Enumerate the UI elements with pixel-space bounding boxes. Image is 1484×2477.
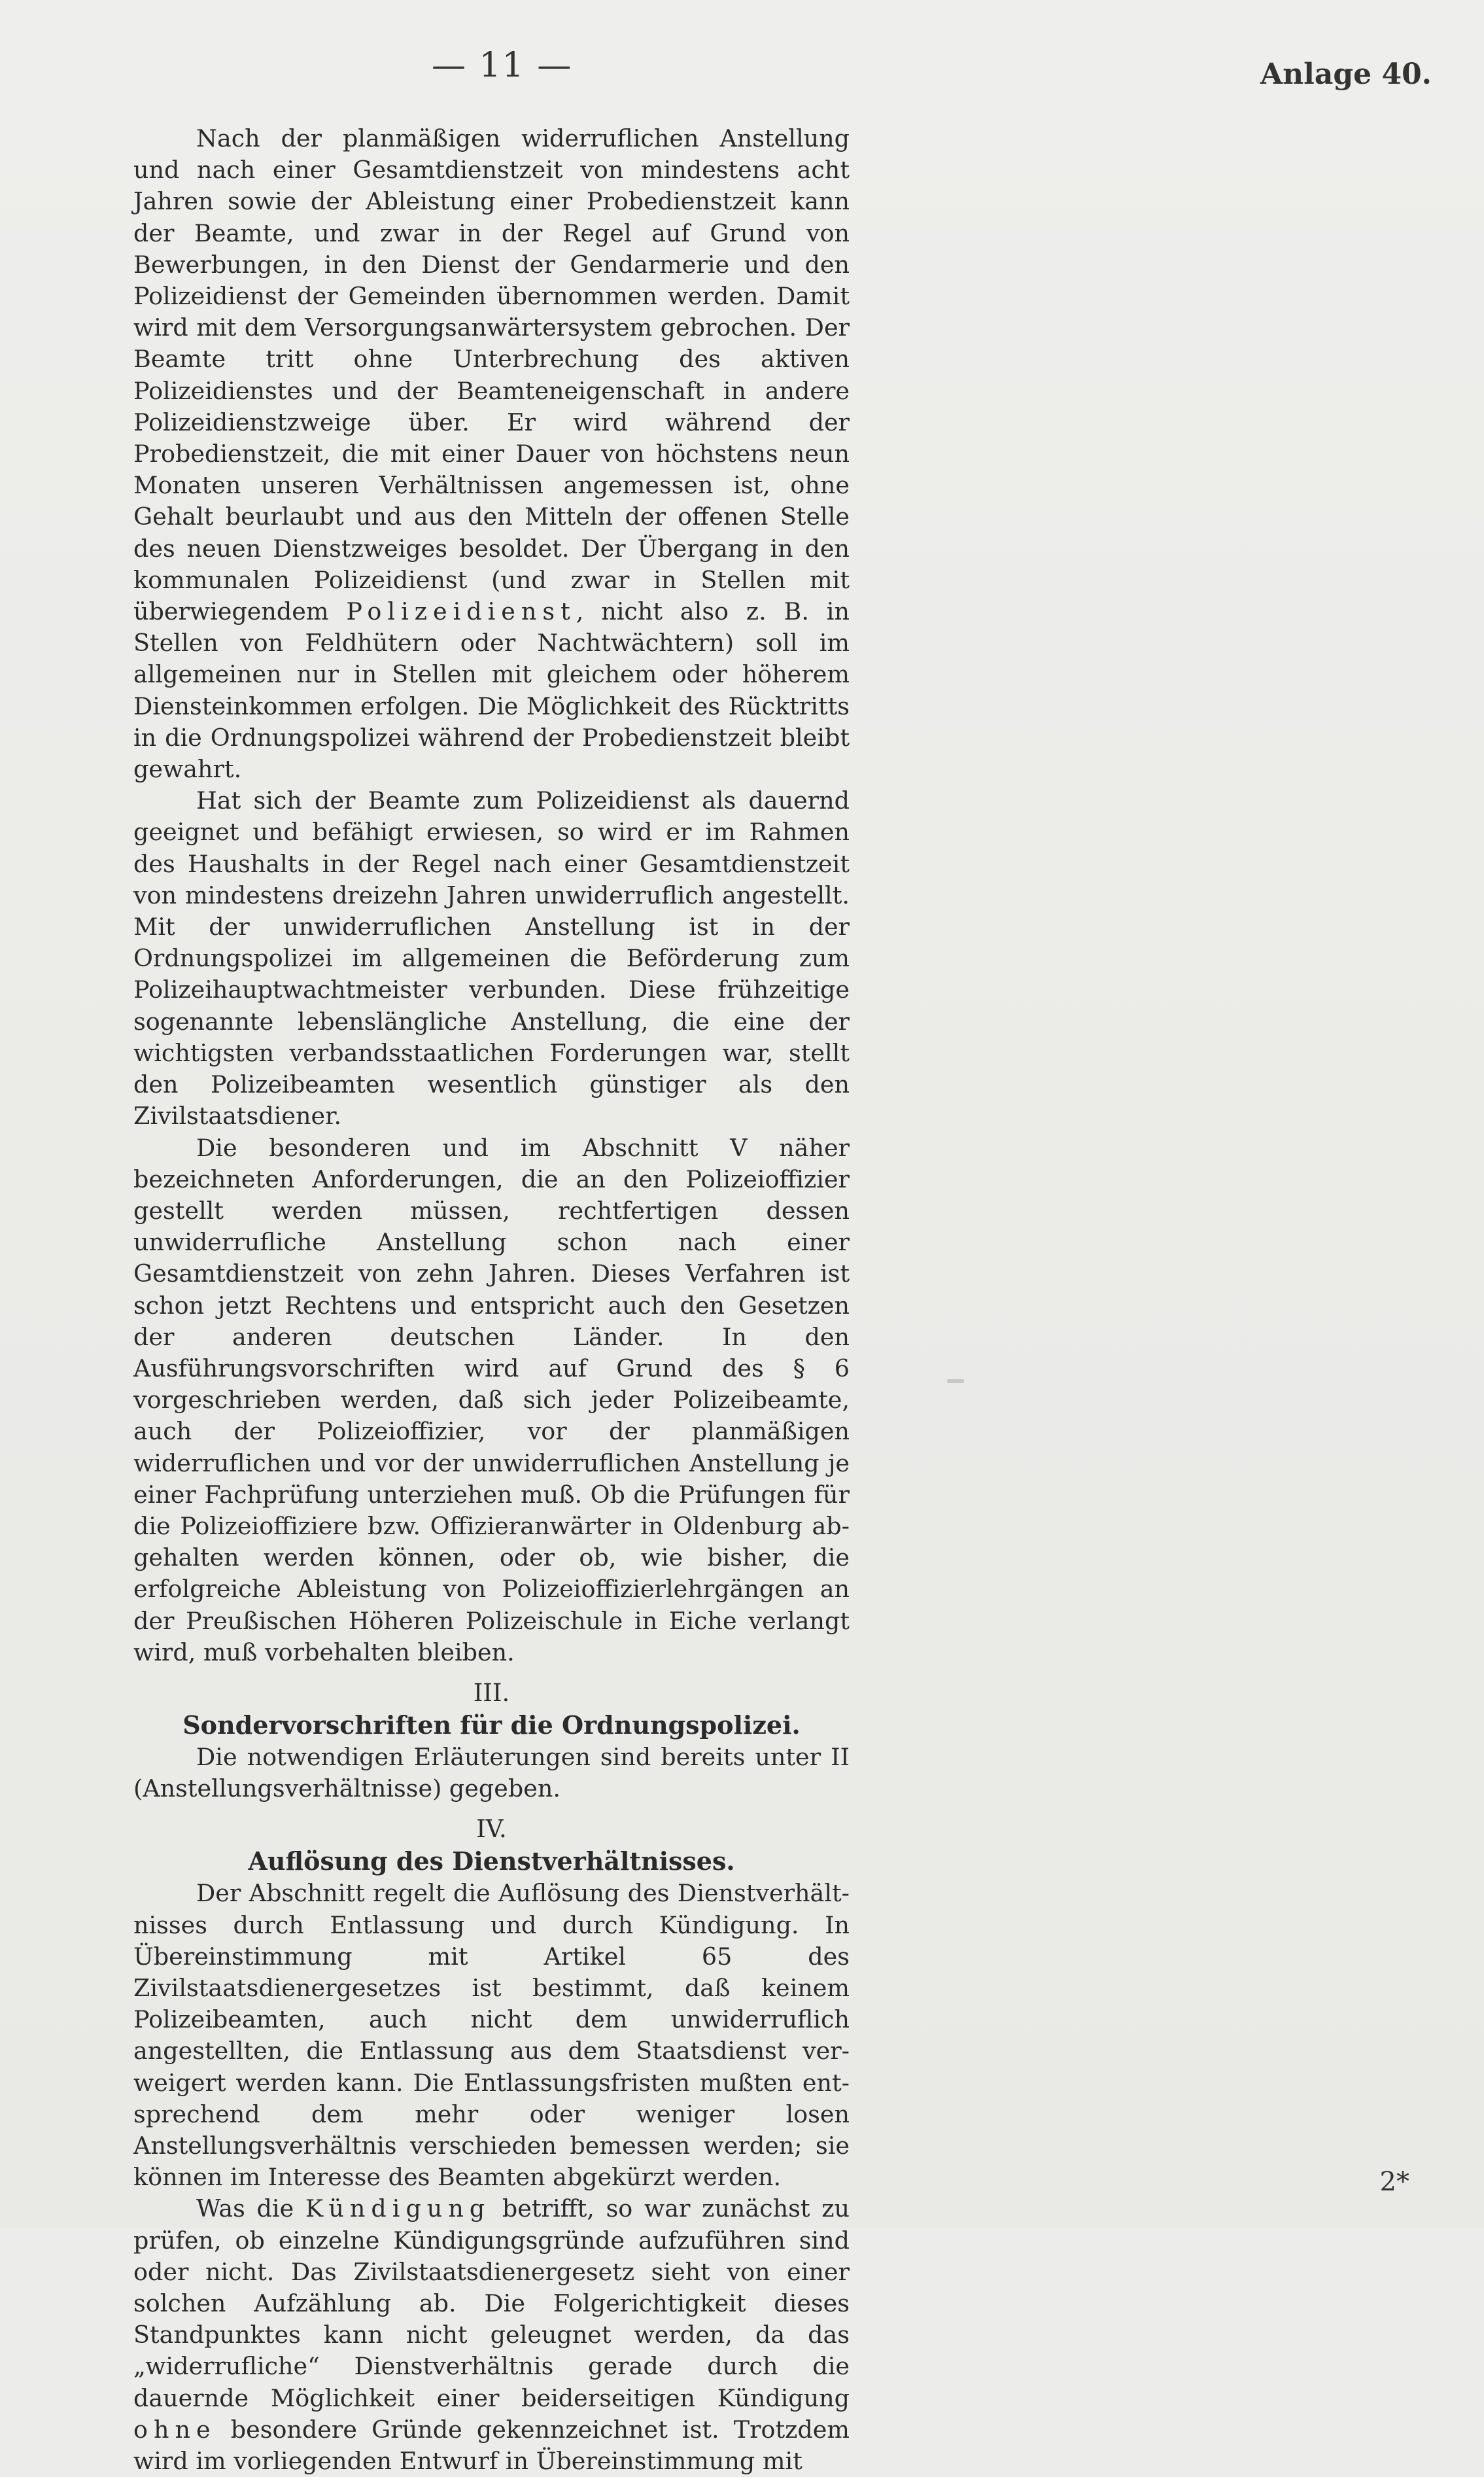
- section-title-3: Sondervorschriften für die Ordnungspolizei.: [182, 1710, 801, 1740]
- paragraph-police-officer: Die besonderen und im Abschnitt V näher bezeichneten Anforderungen, die an den Polizeioffizier gestellt werden müssen, rechtfertigen dessen unwiderrufliche Anstellung schon nach einer Gesamtdienstzeit von zehn Jahren. Dieses Verfahren ist schon jetzt Rechtens und entspricht auch den Gesetzen der anderen deutschen Länder. In den Ausführungsvorschriften wird auf Grund des § 6 vorgeschrieben werden, daß sich jeder Polizeibeamte, auch der Polizeioffizier, vor der planmäßigen widerruflichen und vor der unwiderruflichen Anstellung je einer Fachprüfung unterziehen muß. Ob die Prüfungen für die Polizeioffiziere bzw. Offizieranwärter in Oldenburg abgehalten werden können, oder ob, wie bisher, die erfolgreiche Ableistung von Polizeioffizierlehrgängen an der Preußischen Höheren Polizeischule in Eiche verlangt wird, muß vorbehalten bleiben.: [133, 1133, 850, 1666]
- spaced-emphasis: ohne: [133, 2415, 216, 2444]
- scan-smudge: [947, 1379, 964, 1383]
- section-number-3: III.: [473, 1678, 510, 1707]
- paragraph-text: besondere Gründe gekennzeichnet ist. Trotzdem wird im vorliegenden Entwurf in Übereinstimmung mit: [133, 2415, 850, 2476]
- paragraph-appointment-transfer: [133, 123, 850, 785]
- paragraph-dismissal: Der Abschnitt regelt die Auflösung des Dienstverhältnisses durch Entlassung und durch Kündigung. In Übereinstimmung mit Artikel 65 des Zivilstaatsdienergesetzes ist bestimmt, daß keinem Polizeibeamten, auch nicht dem unwiderruflich angestellten, die Entlassung aus dem Staatsdienst verweigert werden kann. Die Entlassungsfristen mußten entsprechend dem mehr oder weniger losen Anstellungsverhältnis verschieden bemessen werden; sie können im Interesse des Beamten abgekürzt werden.: [133, 1879, 850, 2192]
- spaced-emphasis: Polizeidienst: [346, 597, 576, 626]
- page-number: — 11 —: [432, 46, 573, 85]
- section-number-4: IV.: [476, 1815, 507, 1844]
- paragraph-permanent-appointment: Hat sich der Beamte zum Polizeidienst als dauernd geeignet und befähigt erwiesen, so wird er im Rahmen des Haushalts in der Regel nach einer Gesamtdienstzeit von mindestens dreizehn Jahren unwiderruflich angestellt. Mit der unwiderruflichen Anstellung ist in der Ordnungspolizei im allgemeinen die Beförderung zum Polizeihauptwachtmeister verbunden. Diese frühzeitige sogenannte lebenslängliche Anstellung, die eine der wichtigsten verbandsstaatlichen Forderungen war, stellt den Polizeibeamten wesentlich günstiger als den Zivilstaatsdiener.: [133, 786, 850, 1131]
- spaced-emphasis: Kündigung: [305, 2194, 491, 2223]
- paragraph-text: Was die: [196, 2194, 294, 2223]
- paragraph-section-3: Die notwendigen Erläuterungen sind bereits unter II (Anstellungsverhältnisse) gegeben.: [133, 1742, 850, 1803]
- signature-mark: 2*: [1379, 2167, 1409, 2197]
- paragraph-text: Nach der planmäßigen widerruflichen Anstellung und nach einer Gesamtdienstzeit von mindestens acht Jahren sowie der Ableistung einer Probedienstzeit kann der Beamte, und zwar in der Regel auf Grund von Bewerbungen, in den Dienst der Gendarmerie und den Polizeidienst der Gemeinden übernommen werden. Damit wird mit dem Versorgungsanwärtersystem gebrochen. Der Beamte tritt ohne Unterbrechung des aktiven Polizeidienstes und der Beamteneigenschaft in andere Polizeidienstzweige über. Er wird während der Probedienstzeit, die mit einer Dauer von höchstens neun Monaten unseren Verhältnissen angemessen ist, ohne Gehalt beurlaubt und aus den Mitteln der offenen Stelle des neuen Dienstzweiges besoldet. Der Übergang in den kommunalen Polizeidienst (und zwar in Stellen mit überwiegendem: [133, 124, 850, 626]
- text-column: [133, 123, 850, 2477]
- paragraph-termination: [133, 2193, 850, 2477]
- section-title-4: Auflösung des Dienstverhältnisses.: [248, 1846, 735, 1876]
- paragraph-text: , nicht also z. B. in Stellen von Feldhütern oder Nachtwächtern) soll im allgemeinen nur in Stellen mit gleichem oder höherem Diensteinkommen erfolgen. Die Möglichkeit des Rücktritts in die Ordnungspolizei während der Probedienstzeit bleibt gewahrt.: [133, 597, 850, 784]
- annex-label: Anlage 40.: [1260, 58, 1432, 91]
- paragraph-text: betrifft, so war zunächst zu prüfen, ob einzelne Kündigungsgründe aufzuführen sind oder nicht. Das Zivilstaatsdienergesetz sieht von einer solchen Aufzählung ab. Die Folgerichtigkeit dieses Standpunktes kann nicht geleugnet werden, da das „widerrufliche“ Dienstverhältnis gerade durch die dauernde Möglichkeit einer beiderseitigen Kündigung: [133, 2194, 850, 2412]
